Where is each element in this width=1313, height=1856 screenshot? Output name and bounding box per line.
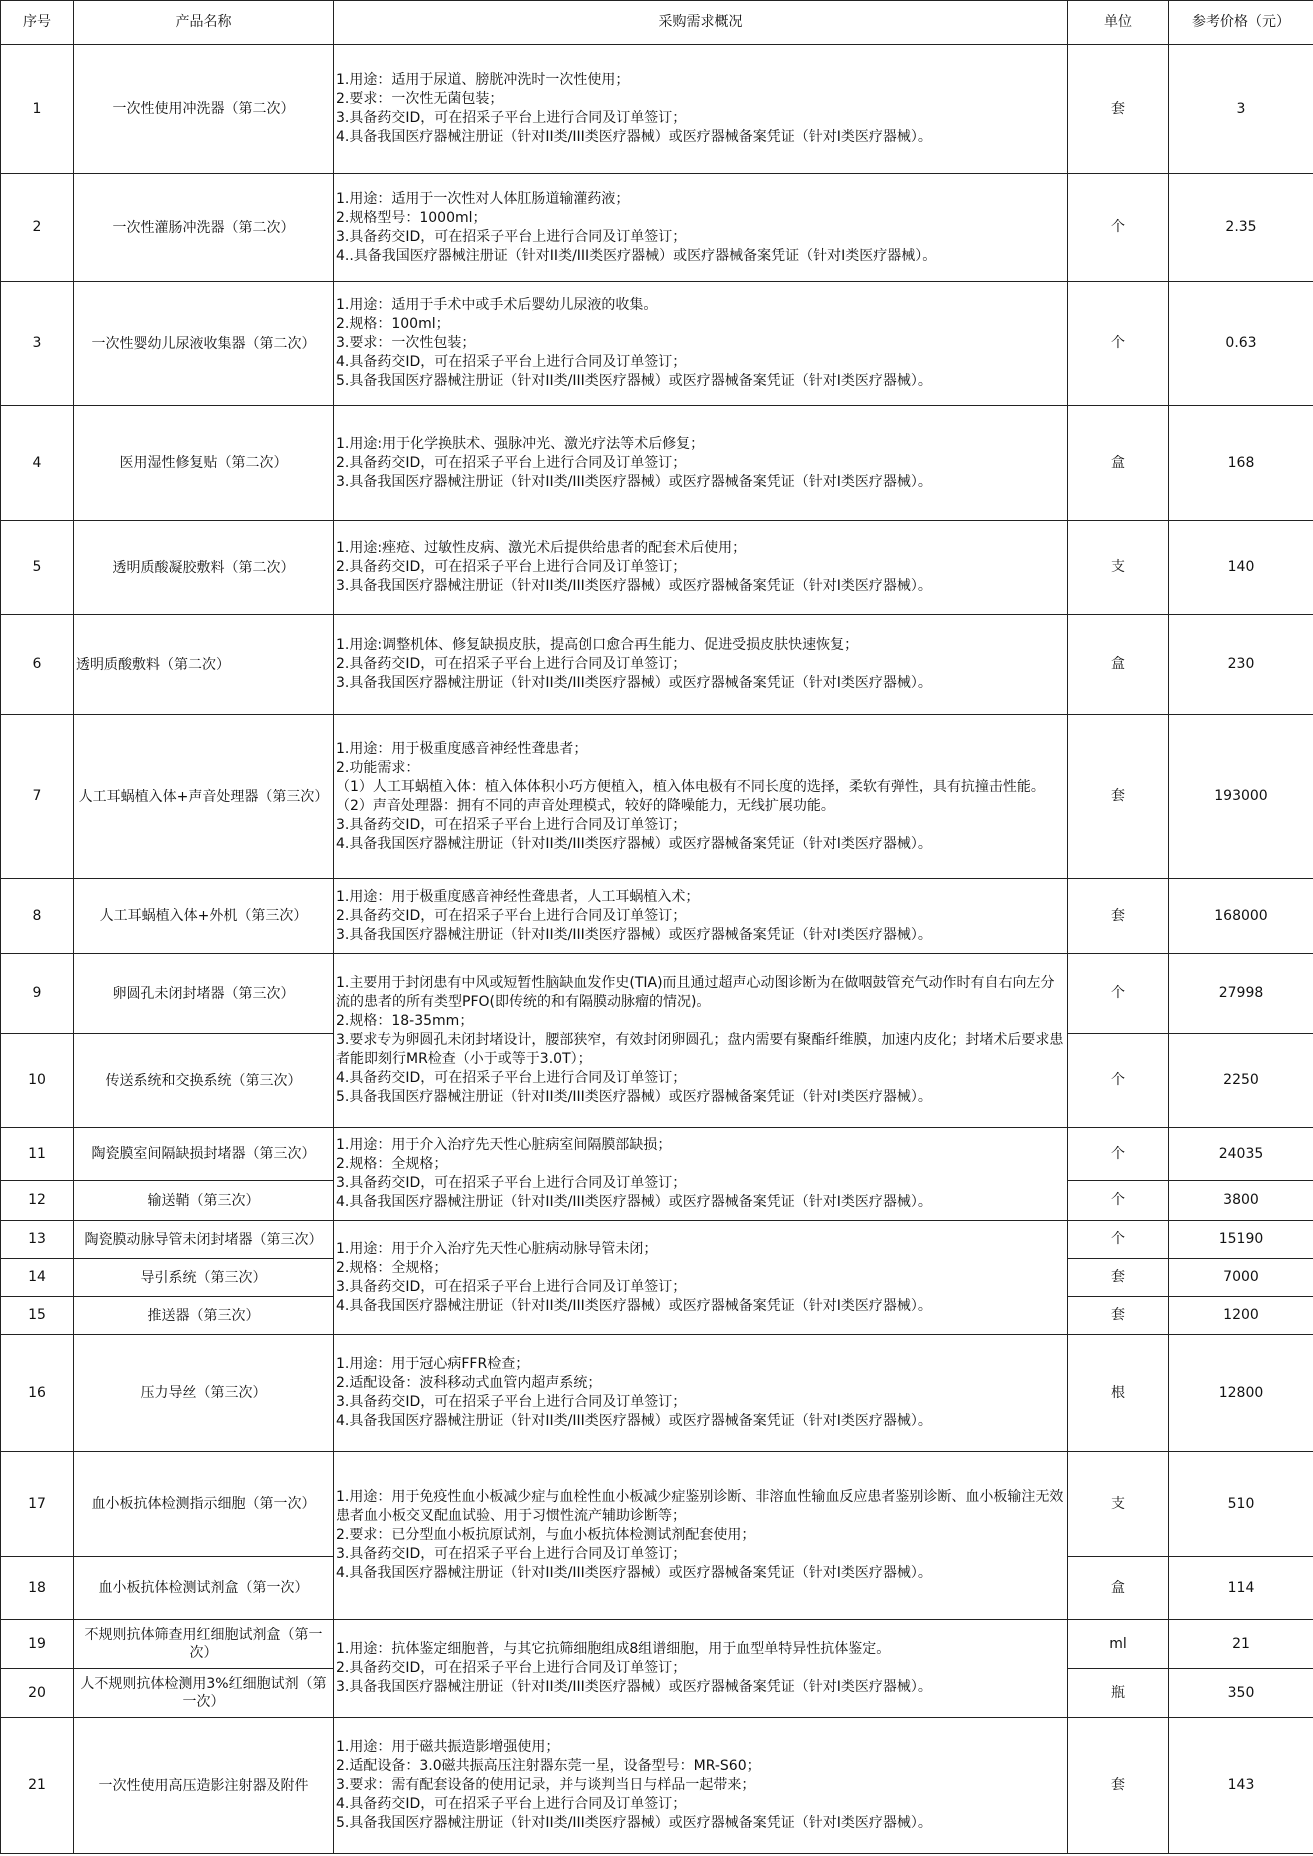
reference-price: 2250 — [1169, 1034, 1313, 1128]
product-name: 人工耳蜗植入体+声音处理器（第三次） — [74, 715, 334, 879]
requirement-line: 4.具备我国医疗器械注册证（针对II类/III类医疗器械）或医疗器械备案凭证（针对I类医疗器械）。 — [336, 129, 932, 145]
requirement-line: 2.要求：已分型血小板抗原试剂，与血小板抗体检测试剂配套使用； — [336, 1527, 756, 1543]
unit: 盒 — [1068, 1557, 1169, 1620]
requirement-line: 4..具备我国医疗器械注册证（针对II类/III类医疗器械）或医疗器械备案凭证（针对I类医疗器械）。 — [336, 247, 937, 264]
requirement-line: 1.用途：用于介入治疗先天性心脏病动脉导管未闭； — [336, 1240, 658, 1257]
row-number: 16 — [1, 1335, 74, 1452]
product-name: 一次性婴幼儿尿液收集器（第二次） — [74, 282, 334, 406]
product-name: 陶瓷膜动脉导管未闭封堵器（第三次） — [74, 1221, 334, 1259]
requirement-line: 3.具备药交ID，可在招采子平台上进行合同及订单签订； — [336, 228, 687, 245]
requirement-line: 2.规格：18-35mm； — [336, 1013, 474, 1029]
requirement-line: 3.要求：一次性包装； — [336, 335, 476, 351]
reference-price: 143 — [1169, 1718, 1313, 1854]
requirement-line: 5.具备我国医疗器械注册证（针对II类/III类医疗器械）或医疗器械备案凭证（针对I类医疗器械）。 — [336, 373, 932, 389]
unit: 盒 — [1068, 615, 1169, 715]
unit: 瓶 — [1068, 1669, 1169, 1718]
requirement-line: 1.用途:用于化学换肤术、强脉冲光、激光疗法等术后修复； — [336, 435, 705, 452]
requirement-description — [334, 45, 1068, 174]
requirement-line: 1.用途:痤疮、过敏性皮病、激光术后提供给患者的配套术后使用； — [336, 540, 747, 556]
product-name: 输送鞘（第三次） — [74, 1181, 334, 1221]
requirement-line: 4.具备我国医疗器械注册证（针对II类/III类医疗器械）或医疗器械备案凭证（针对I类医疗器械）。 — [336, 1413, 932, 1429]
row-number: 7 — [1, 715, 74, 879]
table-row — [1, 954, 1313, 1034]
unit: 套 — [1068, 879, 1169, 954]
requirement-line: 1.主要用于封闭患有中风或短暂性脑缺血发作史(TIA)而且通过超声心动图诊断为在做咽鼓管充气动作时有自右向左分流的患者的所有类型PFO(即传统的和有隔膜动脉瘤的情况)。 — [336, 975, 1055, 1010]
unit: 个 — [1068, 954, 1169, 1034]
requirement-line: 2.具备药交ID，可在招采子平台上进行合同及订单签订； — [336, 454, 687, 471]
requirement-description — [334, 1620, 1068, 1718]
reference-price: 27998 — [1169, 954, 1313, 1034]
requirement-description — [334, 715, 1068, 879]
table-row — [1, 1452, 1313, 1557]
requirement-description — [334, 879, 1068, 954]
requirement-description — [334, 1452, 1068, 1620]
header-price: 参考价格（元） — [1169, 1, 1313, 45]
product-name: 传送系统和交换系统（第三次） — [74, 1034, 334, 1128]
reference-price: 193000 — [1169, 715, 1313, 879]
requirement-description — [334, 521, 1068, 615]
requirement-line: 1.用途：用于极重度感音神经性聋患者； — [336, 740, 588, 757]
product-name: 一次性灌肠冲洗器（第二次） — [74, 174, 334, 282]
requirement-line: 2.规格：全规格； — [336, 1156, 448, 1172]
row-number: 12 — [1, 1181, 74, 1221]
reference-price: 350 — [1169, 1669, 1313, 1718]
requirement-description — [334, 174, 1068, 282]
product-name: 血小板抗体检测指示细胞（第一次） — [74, 1452, 334, 1557]
requirement-line: 2.适配设备：波科移动式血管内超声系统； — [336, 1375, 602, 1391]
header-num: 序号 — [1, 1, 74, 45]
requirement-description — [334, 1128, 1068, 1221]
requirement-line: 4.具备药交ID，可在招采子平台上进行合同及订单签订； — [336, 1070, 687, 1086]
product-name: 卵圆孔未闭封堵器（第三次） — [74, 954, 334, 1034]
requirement-line: 1.用途：抗体鉴定细胞普，与其它抗筛细胞组成8组谱细胞，用于血型单特异性抗体鉴定。 — [336, 1641, 891, 1657]
requirement-description — [334, 1335, 1068, 1452]
requirement-line: 1.用途：用于极重度感音神经性聋患者，人工耳蜗植入术； — [336, 888, 700, 905]
row-number: 13 — [1, 1221, 74, 1259]
table-row — [1, 174, 1313, 282]
row-number: 10 — [1, 1034, 74, 1128]
requirement-line: 1.用途：适用于一次性对人体肛肠道输灌药液； — [336, 190, 630, 207]
row-number: 5 — [1, 521, 74, 615]
requirement-line: 4.具备我国医疗器械注册证（针对II类/III类医疗器械）或医疗器械备案凭证（针对I类医疗器械）。 — [336, 1297, 932, 1314]
product-name: 不规则抗体筛查用红细胞试剂盒（第一次） — [74, 1620, 334, 1669]
requirement-description — [334, 1718, 1068, 1854]
requirement-line: 4.具备我国医疗器械注册证（针对II类/III类医疗器械）或医疗器械备案凭证（针对I类医疗器械）。 — [336, 1194, 932, 1210]
row-number: 8 — [1, 879, 74, 954]
requirement-line: （1）人工耳蜗植入体：植入体体积小巧方便植入，植入体电极有不同长度的选择，柔软有弹性，具有抗撞击性能。 — [336, 778, 1045, 795]
requirement-line: 1.用途：适用于手术中或手术后婴幼儿尿液的收集。 — [336, 297, 658, 313]
row-number: 11 — [1, 1128, 74, 1181]
product-name: 导引系统（第三次） — [74, 1259, 334, 1297]
requirement-line: 4.具备我国医疗器械注册证（针对II类/III类医疗器械）或医疗器械备案凭证（针对I类医疗器械）。 — [336, 835, 932, 852]
row-number: 19 — [1, 1620, 74, 1669]
requirement-line: 3.要求：需有配套设备的使用记录，并与谈判当日与样品一起带来； — [336, 1777, 756, 1793]
requirement-line: 3.具备药交ID，可在招采子平台上进行合同及订单签订； — [336, 110, 687, 126]
reference-price: 114 — [1169, 1557, 1313, 1620]
requirement-line: 3.具备药交ID，可在招采子平台上进行合同及订单签订； — [336, 1394, 687, 1410]
reference-price: 15190 — [1169, 1221, 1313, 1259]
requirement-line: 3.具备药交ID，可在招采子平台上进行合同及订单签订； — [336, 816, 687, 833]
unit: ml — [1068, 1620, 1169, 1669]
requirement-description — [334, 282, 1068, 406]
unit: 个 — [1068, 1034, 1169, 1128]
product-name: 推送器（第三次） — [74, 1297, 334, 1335]
requirement-line: 2.规格型号：1000ml； — [336, 209, 487, 226]
requirement-line: 2.具备药交ID，可在招采子平台上进行合同及订单签订； — [336, 656, 687, 672]
product-name: 透明质酸凝胶敷料（第二次） — [74, 521, 334, 615]
requirement-line: 3.具备药交ID，可在招采子平台上进行合同及订单签订； — [336, 1278, 687, 1295]
row-number: 3 — [1, 282, 74, 406]
reference-price: 230 — [1169, 615, 1313, 715]
requirement-line: 3.具备我国医疗器械注册证（针对II类/III类医疗器械）或医疗器械备案凭证（针对I类医疗器械）。 — [336, 675, 932, 691]
requirement-line: （2）声音处理器：拥有不同的声音处理模式，较好的降噪能力，无线扩展功能。 — [336, 797, 835, 814]
product-name: 一次性使用高压造影注射器及附件 — [74, 1718, 334, 1854]
header-unit: 单位 — [1068, 1, 1169, 45]
requirement-line: 2.规格：100ml； — [336, 316, 450, 332]
product-name: 陶瓷膜室间隔缺损封堵器（第三次） — [74, 1128, 334, 1181]
product-name: 压力导丝（第三次） — [74, 1335, 334, 1452]
requirement-line: 1.用途：适用于尿道、膀胱冲洗时一次性使用； — [336, 72, 630, 88]
table-row — [1, 615, 1313, 715]
requirement-line: 2.功能需求： — [336, 759, 420, 776]
table-row — [1, 406, 1313, 521]
product-name: 血小板抗体检测试剂盒（第一次） — [74, 1557, 334, 1620]
unit: 个 — [1068, 1181, 1169, 1221]
row-number: 2 — [1, 174, 74, 282]
product-name: 透明质酸敷料（第二次） — [74, 615, 334, 715]
requirement-line: 3.具备我国医疗器械注册证（针对II类/III类医疗器械）或医疗器械备案凭证（针对I类医疗器械）。 — [336, 578, 932, 594]
requirement-line: 4.具备我国医疗器械注册证（针对II类/III类医疗器械）或医疗器械备案凭证（针对I类医疗器械）。 — [336, 1565, 932, 1581]
requirement-line: 5.具备我国医疗器械注册证（针对II类/III类医疗器械）或医疗器械备案凭证（针对I类医疗器械）。 — [336, 1815, 932, 1831]
row-number: 6 — [1, 615, 74, 715]
unit: 套 — [1068, 715, 1169, 879]
requirement-line: 3.具备我国医疗器械注册证（针对II类/III类医疗器械）或医疗器械备案凭证（针对I类医疗器械）。 — [336, 1679, 932, 1695]
requirement-line: 1.用途：用于冠心病FFR检查； — [336, 1356, 530, 1372]
reference-price: 140 — [1169, 521, 1313, 615]
unit: 套 — [1068, 1259, 1169, 1297]
requirement-line: 3.具备我国医疗器械注册证（针对II类/III类医疗器械）或医疗器械备案凭证（针对I类医疗器械）。 — [336, 473, 932, 490]
requirement-line: 2.规格：全规格； — [336, 1259, 448, 1276]
unit: 个 — [1068, 174, 1169, 282]
requirement-line: 2.具备药交ID，可在招采子平台上进行合同及订单签订； — [336, 559, 687, 575]
unit: 个 — [1068, 282, 1169, 406]
table-row — [1, 521, 1313, 615]
row-number: 9 — [1, 954, 74, 1034]
product-name: 一次性使用冲洗器（第二次） — [74, 45, 334, 174]
requirement-line: 3.具备药交ID，可在招采子平台上进行合同及订单签订； — [336, 1546, 687, 1562]
requirement-description — [334, 1221, 1068, 1335]
product-name: 医用湿性修复贴（第二次） — [74, 406, 334, 521]
reference-price: 12800 — [1169, 1335, 1313, 1452]
requirement-line: 2.要求：一次性无菌包装； — [336, 91, 504, 107]
row-number: 18 — [1, 1557, 74, 1620]
table-row — [1, 1335, 1313, 1452]
row-number: 21 — [1, 1718, 74, 1854]
reference-price: 21 — [1169, 1620, 1313, 1669]
table-row — [1, 45, 1313, 174]
requirement-line: 2.适配设备：3.0磁共振高压注射器东莞一星，设备型号：MR-S60； — [336, 1758, 761, 1774]
requirement-description — [334, 954, 1068, 1128]
reference-price: 24035 — [1169, 1128, 1313, 1181]
requirement-line: 2.具备药交ID，可在招采子平台上进行合同及订单签订； — [336, 907, 687, 924]
table-row — [1, 715, 1313, 879]
reference-price: 2.35 — [1169, 174, 1313, 282]
unit: 个 — [1068, 1221, 1169, 1259]
requirement-line: 5.具备我国医疗器械注册证（针对II类/III类医疗器械）或医疗器械备案凭证（针对I类医疗器械）。 — [336, 1089, 932, 1105]
table-row — [1, 282, 1313, 406]
table-row — [1, 1128, 1313, 1181]
header-row — [1, 1, 1313, 45]
row-number: 15 — [1, 1297, 74, 1335]
reference-price: 168 — [1169, 406, 1313, 521]
requirement-line: 4.具备药交ID，可在招采子平台上进行合同及订单签订； — [336, 354, 687, 370]
requirement-line: 3.具备药交ID，可在招采子平台上进行合同及订单签订； — [336, 1175, 687, 1191]
unit: 支 — [1068, 521, 1169, 615]
reference-price: 0.63 — [1169, 282, 1313, 406]
reference-price: 1200 — [1169, 1297, 1313, 1335]
requirement-line: 4.具备药交ID，可在招采子平台上进行合同及订单签订； — [336, 1796, 687, 1812]
unit: 个 — [1068, 1128, 1169, 1181]
header-name: 产品名称 — [74, 1, 334, 45]
requirement-description — [334, 406, 1068, 521]
unit: 套 — [1068, 45, 1169, 174]
requirement-line: 1.用途：用于免疫性血小板减少症与血栓性血小板减少症鉴别诊断、非溶血性输血反应患者鉴别诊断、血小板输注无效患者血小板交叉配血试验、用于习惯性流产辅助诊断等； — [336, 1489, 1064, 1524]
requirement-line: 1.用途：用于磁共振造影增强使用； — [336, 1739, 560, 1755]
product-name: 人工耳蜗植入体+外机（第三次） — [74, 879, 334, 954]
reference-price: 7000 — [1169, 1259, 1313, 1297]
table-row — [1, 1221, 1313, 1259]
unit: 支 — [1068, 1452, 1169, 1557]
requirement-line: 2.具备药交ID，可在招采子平台上进行合同及订单签订； — [336, 1660, 687, 1676]
product-name: 人不规则抗体检测用3%红细胞试剂（第一次） — [74, 1669, 334, 1718]
unit: 根 — [1068, 1335, 1169, 1452]
unit: 套 — [1068, 1718, 1169, 1854]
reference-price: 510 — [1169, 1452, 1313, 1557]
row-number: 4 — [1, 406, 74, 521]
requirement-line: 1.用途：用于介入治疗先天性心脏病室间隔膜部缺损； — [336, 1137, 672, 1153]
requirement-line: 1.用途:调整机体、修复缺损皮肤，提高创口愈合再生能力、促进受损皮肤快速恢复； — [336, 637, 859, 653]
header-desc: 采购需求概况 — [334, 1, 1068, 45]
requirement-line: 3.要求专为卵圆孔未闭封堵设计，腰部狭窄，有效封闭卵圆孔；盘内需要有聚酯纤维膜，加速内皮化；封堵术后要求患者能即刻行MR检查（小于或等于3.0T）； — [336, 1032, 1064, 1067]
unit: 盒 — [1068, 406, 1169, 521]
row-number: 20 — [1, 1669, 74, 1718]
row-number: 14 — [1, 1259, 74, 1297]
requirement-line: 3.具备我国医疗器械注册证（针对II类/III类医疗器械）或医疗器械备案凭证（针对I类医疗器械）。 — [336, 926, 932, 943]
reference-price: 3800 — [1169, 1181, 1313, 1221]
reference-price: 3 — [1169, 45, 1313, 174]
table-row — [1, 879, 1313, 954]
row-number: 17 — [1, 1452, 74, 1557]
unit: 套 — [1068, 1297, 1169, 1335]
row-number: 1 — [1, 45, 74, 174]
table-row — [1, 1620, 1313, 1669]
reference-price: 168000 — [1169, 879, 1313, 954]
table-row — [1, 1718, 1313, 1854]
requirement-description — [334, 615, 1068, 715]
